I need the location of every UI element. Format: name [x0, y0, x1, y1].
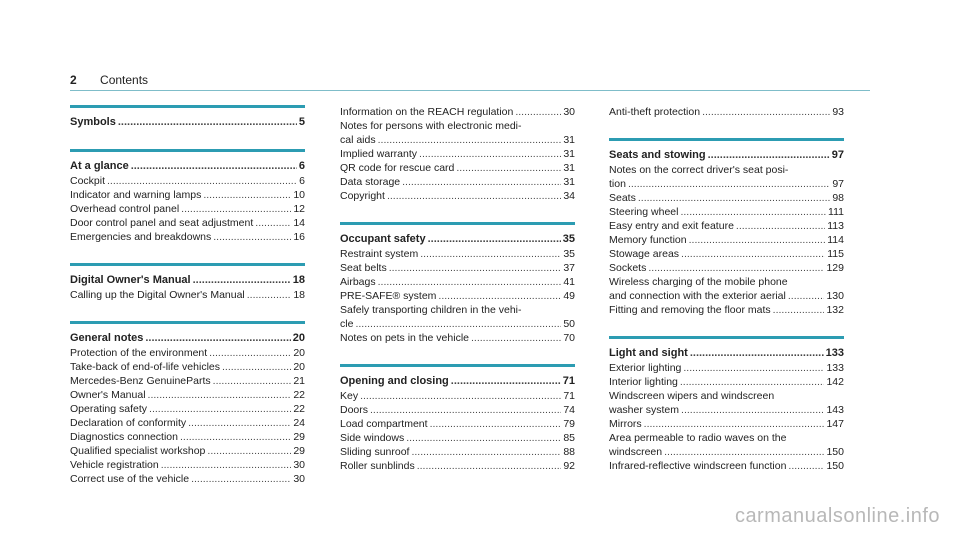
toc-page-number: 20: [293, 347, 305, 359]
toc-page-number: 133: [826, 362, 844, 374]
toc-entry-label: Doors: [340, 404, 369, 416]
toc-entry-label: Notes on pets in the vehicle: [340, 332, 469, 344]
dot-leader: [788, 459, 824, 473]
toc-section-title[interactable]: [609, 345, 844, 361]
dot-leader: [736, 219, 825, 233]
toc-page-number: 150: [826, 446, 844, 458]
toc-page-number: 18: [292, 274, 305, 286]
toc-page-number: 129: [826, 262, 844, 274]
toc-section-title[interactable]: [70, 330, 305, 346]
toc-page-number: 147: [826, 418, 844, 430]
toc-entry[interactable]: [609, 219, 844, 233]
toc-page-number: 93: [832, 106, 844, 118]
toc-section-label: Opening and closing: [340, 375, 449, 387]
toc-entry[interactable]: [70, 416, 305, 430]
toc-entry[interactable]: [340, 417, 575, 431]
toc-section-title[interactable]: [340, 231, 575, 247]
toc-entry-label: Declaration of conformity: [70, 417, 187, 429]
toc-entry-label: Windscreen wipers and windscreen: [609, 390, 775, 402]
toc-column-1: [70, 105, 305, 505]
dot-leader: [419, 147, 561, 161]
dot-leader: [107, 174, 297, 188]
toc-entry[interactable]: [340, 147, 575, 161]
toc-page-number: 6: [299, 175, 305, 187]
section-rule: [70, 321, 305, 324]
toc-entry-label: Correct use of the vehicle: [70, 473, 190, 485]
dot-leader: [402, 175, 561, 189]
toc-section-label: Symbols: [70, 116, 116, 128]
dot-leader: [428, 231, 561, 247]
toc-section: [70, 149, 305, 244]
toc-entry[interactable]: [340, 389, 575, 403]
toc-page-number: 79: [563, 418, 575, 430]
dot-leader: [515, 105, 561, 119]
toc-section-label: General notes: [70, 332, 144, 344]
toc-entry[interactable]: [340, 275, 575, 289]
toc-entry-label: Cockpit: [70, 175, 106, 187]
toc-page-number: 37: [563, 262, 575, 274]
toc-entry[interactable]: [70, 444, 305, 458]
dot-leader: [148, 388, 292, 402]
dot-leader: [188, 416, 291, 430]
toc-entry[interactable]: [609, 289, 844, 303]
dot-leader: [773, 303, 825, 317]
toc-section: [609, 138, 844, 317]
toc-entry-label: Seat belts: [340, 262, 387, 274]
toc-page-number: 92: [563, 460, 575, 472]
toc-page-number: 16: [293, 231, 305, 243]
toc-column-2: [340, 105, 575, 492]
toc-entry-label: Mirrors: [609, 418, 642, 430]
dot-leader: [161, 458, 292, 472]
toc-section: [340, 364, 575, 473]
dot-leader: [131, 158, 297, 174]
toc-entry[interactable]: [609, 261, 844, 275]
toc-entry[interactable]: [609, 389, 844, 403]
watermark: carmanualsonline.info: [734, 505, 940, 527]
toc-page-number: 21: [293, 375, 305, 387]
dot-leader: [708, 147, 830, 163]
toc-entry-label: Easy entry and exit feature: [609, 220, 734, 232]
dot-leader: [255, 216, 291, 230]
toc-page-number: 34: [563, 190, 575, 202]
toc-page-number: 49: [563, 290, 575, 302]
toc-entry[interactable]: [340, 403, 575, 417]
toc-section: [609, 336, 844, 473]
toc-section-title[interactable]: [70, 272, 305, 288]
toc-page-number: 31: [563, 162, 575, 174]
toc-page-number: 30: [563, 106, 575, 118]
toc-entry-label: Fitting and removing the floor mats: [609, 304, 771, 316]
toc-entry-label: Emergencies and breakdowns: [70, 231, 212, 243]
toc-entry-label: Memory function: [609, 234, 687, 246]
toc-entry-label: Anti-theft protection: [609, 106, 701, 118]
dot-leader: [788, 289, 825, 303]
toc-page-number: 74: [563, 404, 575, 416]
toc-page-number: 142: [826, 376, 844, 388]
toc-page-number: 31: [563, 134, 575, 146]
section-rule: [340, 364, 575, 367]
toc-entry[interactable]: [340, 317, 575, 331]
dot-leader: [430, 417, 562, 431]
dot-leader: [149, 402, 291, 416]
toc-page-number: 50: [563, 318, 575, 330]
toc-page-number: 150: [826, 460, 844, 472]
section-rule: [70, 263, 305, 266]
toc-entry-label: Seats: [609, 192, 636, 204]
toc-section: [70, 105, 305, 130]
section-rule: [609, 336, 844, 339]
toc-section-label: Digital Owner's Manual: [70, 274, 191, 286]
toc-page-number: 24: [293, 417, 305, 429]
toc-entry-label: Steering wheel: [609, 206, 679, 218]
toc-page-number: 71: [563, 390, 575, 402]
dot-leader: [681, 403, 824, 417]
dot-leader: [471, 331, 561, 345]
toc-entry-label: Owner's Manual: [70, 389, 146, 401]
dot-leader: [683, 361, 824, 375]
toc-entry[interactable]: [70, 216, 305, 230]
toc-entry[interactable]: [609, 303, 844, 317]
toc-section: [70, 263, 305, 302]
toc-section-label: At a glance: [70, 160, 129, 172]
toc-section-label: Light and sight: [609, 347, 688, 359]
toc-entry-label: Operating safety: [70, 403, 148, 415]
toc-entry-label: Calling up the Digital Owner's Manual: [70, 289, 245, 301]
toc-entry-label: Copyright: [340, 190, 385, 202]
toc-section: [70, 321, 305, 486]
toc-page-number: 5: [298, 116, 305, 128]
toc-entry[interactable]: [70, 174, 305, 188]
toc-section: [609, 105, 844, 119]
toc-entry-label: Overhead control panel: [70, 203, 180, 215]
toc-entry[interactable]: [609, 459, 844, 473]
toc-page-number: 35: [563, 248, 575, 260]
dot-leader: [438, 289, 561, 303]
toc-entry-label: Protection of the environment: [70, 347, 208, 359]
dot-leader: [145, 330, 290, 346]
toc-page-number: 31: [563, 176, 575, 188]
toc-page-number: 35: [562, 233, 575, 245]
toc-page-number: 12: [293, 203, 305, 215]
toc-entry[interactable]: [340, 175, 575, 189]
toc-entry-label: Mercedes-Benz GenuineParts: [70, 375, 211, 387]
toc-page-number: 130: [826, 290, 844, 302]
toc-entry-label: Stowage areas: [609, 248, 680, 260]
toc-entry-label: Restraint system: [340, 248, 419, 260]
dot-leader: [689, 233, 826, 247]
page-number: 2: [70, 73, 77, 87]
toc-entry-label: Interior lighting: [609, 376, 678, 388]
toc-entry-label: Safely transporting children in the vehi-: [340, 304, 522, 316]
toc-entry[interactable]: [609, 233, 844, 247]
toc-entry-label: and connection with the exterior aerial: [609, 290, 786, 302]
toc-entry[interactable]: [340, 331, 575, 345]
toc-page-number: 41: [563, 276, 575, 288]
toc-entry-label: Infrared-reflective windscreen function: [609, 460, 787, 472]
toc-page-number: 111: [828, 206, 844, 218]
toc-entry[interactable]: [609, 247, 844, 261]
toc-entry[interactable]: [70, 360, 305, 374]
toc-page-number: 133: [825, 347, 844, 359]
toc-entry[interactable]: [609, 417, 844, 431]
dot-leader: [370, 403, 561, 417]
toc-entry-label: PRE-SAFE® system: [340, 290, 437, 302]
toc-entry[interactable]: [609, 431, 844, 445]
toc-entry-label: Airbags: [340, 276, 376, 288]
dot-leader: [118, 114, 297, 130]
dot-leader: [247, 288, 292, 302]
toc-entry[interactable]: [609, 275, 844, 289]
toc-entry-label: Side windows: [340, 432, 405, 444]
toc-page-number: 31: [563, 148, 575, 160]
toc-entry[interactable]: [609, 445, 844, 459]
toc-entry[interactable]: [70, 402, 305, 416]
toc-entry-label: cle: [340, 318, 354, 330]
toc-page-number: 98: [832, 192, 844, 204]
toc-page-number: 18: [293, 289, 305, 301]
toc-entry-label: Notes for persons with electronic medi-: [340, 120, 522, 132]
toc-entry-label: cal aids: [340, 134, 376, 146]
toc-entry[interactable]: [70, 430, 305, 444]
toc-entry[interactable]: [340, 247, 575, 261]
toc-page-number: 97: [831, 149, 844, 161]
toc-page-number: 70: [563, 332, 575, 344]
header-divider: [70, 90, 870, 91]
toc-entry[interactable]: [340, 289, 575, 303]
toc-entry-label: Door control panel and seat adjustment: [70, 217, 254, 229]
dot-leader: [451, 373, 561, 389]
toc-entry[interactable]: [609, 403, 844, 417]
dot-leader: [193, 272, 291, 288]
toc-entry-label: Diagnostics connection: [70, 431, 178, 443]
dot-leader: [681, 247, 825, 261]
toc-entry[interactable]: [70, 374, 305, 388]
toc-entry[interactable]: [340, 303, 575, 317]
toc-entry-label: Area permeable to radio waves on the: [609, 432, 787, 444]
toc-entry[interactable]: [70, 288, 305, 302]
toc-entry[interactable]: [340, 445, 575, 459]
dot-leader: [180, 430, 291, 444]
toc-page-number: 30: [293, 459, 305, 471]
toc-entry[interactable]: [340, 133, 575, 147]
toc-page-number: 22: [293, 403, 305, 415]
toc-section-title[interactable]: [340, 373, 575, 389]
dot-leader: [207, 444, 291, 458]
dot-leader: [702, 105, 830, 119]
toc-entry[interactable]: [609, 205, 844, 219]
toc-page-number: 143: [826, 404, 844, 416]
toc-page-number: 20: [292, 332, 305, 344]
toc-entry-label: Take-back of end-of-life vehicles: [70, 361, 220, 373]
section-rule: [70, 105, 305, 108]
toc-page-number: 14: [293, 217, 305, 229]
dot-leader: [360, 389, 561, 403]
dot-leader: [411, 445, 561, 459]
dot-leader: [680, 375, 825, 389]
toc-entry-label: tion: [609, 178, 626, 190]
dot-leader: [355, 317, 561, 331]
toc-entry[interactable]: [70, 458, 305, 472]
toc-section-label: Seats and stowing: [609, 149, 706, 161]
page-title: Contents: [100, 73, 149, 87]
toc-entry[interactable]: [340, 261, 575, 275]
dot-leader: [644, 417, 825, 431]
dot-leader: [664, 445, 824, 459]
toc-entry-label: Information on the REACH regulation: [340, 106, 514, 118]
toc-entry[interactable]: [70, 472, 305, 486]
toc-page-number: 113: [827, 220, 844, 232]
toc-entry[interactable]: [70, 202, 305, 216]
toc-entry[interactable]: [609, 361, 844, 375]
dot-leader: [378, 275, 562, 289]
toc-entry-label: Load compartment: [340, 418, 428, 430]
toc-page-number: 132: [826, 304, 844, 316]
toc-entry-label: Wireless charging of the mobile phone: [609, 276, 788, 288]
toc-entry[interactable]: [340, 161, 575, 175]
toc-page-number: 29: [293, 431, 305, 443]
toc-section-title[interactable]: [70, 114, 305, 130]
dot-leader: [387, 189, 561, 203]
dot-leader: [209, 346, 291, 360]
toc-page-number: 71: [562, 375, 575, 387]
dot-leader: [222, 360, 291, 374]
toc-section-label: Occupant safety: [340, 233, 426, 245]
toc-section-title[interactable]: [609, 147, 844, 163]
toc-page-number: 114: [827, 234, 844, 246]
dot-leader: [628, 177, 830, 191]
toc-entry[interactable]: [70, 230, 305, 244]
toc-page-number: 88: [563, 446, 575, 458]
toc-entry[interactable]: [340, 105, 575, 119]
toc-section-title[interactable]: [70, 158, 305, 174]
toc-entry[interactable]: [340, 189, 575, 203]
toc-entry[interactable]: [340, 459, 575, 473]
toc-entry-label: Sliding sunroof: [340, 446, 410, 458]
toc-entry[interactable]: [340, 431, 575, 445]
section-rule: [70, 149, 305, 152]
toc-section: [340, 105, 575, 203]
dot-leader: [680, 205, 826, 219]
dot-leader: [181, 202, 291, 216]
dot-leader: [389, 261, 562, 275]
toc-page-number: 6: [298, 160, 305, 172]
toc-page-number: 10: [293, 189, 305, 201]
dot-leader: [406, 431, 561, 445]
page-header: [70, 73, 148, 87]
section-rule: [609, 138, 844, 141]
toc-entry-label: Exterior lighting: [609, 362, 682, 374]
dot-leader: [648, 261, 824, 275]
dot-leader: [638, 191, 830, 205]
toc-entry[interactable]: [609, 177, 844, 191]
dot-leader: [690, 345, 824, 361]
section-rule: [340, 222, 575, 225]
dot-leader: [378, 133, 562, 147]
dot-leader: [203, 188, 291, 202]
toc-page-number: 30: [293, 473, 305, 485]
toc-entry[interactable]: [70, 388, 305, 402]
toc-page-number: 20: [293, 361, 305, 373]
toc-entry-label: Qualified specialist workshop: [70, 445, 206, 457]
toc-page-number: 115: [827, 248, 844, 260]
toc-entry-label: windscreen: [609, 446, 663, 458]
toc-page-number: 97: [832, 178, 844, 190]
dot-leader: [420, 247, 561, 261]
toc-entry[interactable]: [340, 119, 575, 133]
toc-entry[interactable]: [70, 188, 305, 202]
toc-entry[interactable]: [609, 105, 844, 119]
toc-entry-label: Key: [340, 390, 359, 402]
toc-entry[interactable]: [70, 346, 305, 360]
toc-entry-label: Roller sunblinds: [340, 460, 415, 472]
toc-page-number: 22: [293, 389, 305, 401]
toc-column-3: [609, 105, 844, 492]
toc-entry[interactable]: [609, 163, 844, 177]
dot-leader: [191, 472, 291, 486]
toc-entry-label: Data storage: [340, 176, 401, 188]
toc-entry-label: Indicator and warning lamps: [70, 189, 202, 201]
toc-section: [340, 222, 575, 345]
toc-page-number: 85: [563, 432, 575, 444]
dot-leader: [213, 230, 291, 244]
toc-entry[interactable]: [609, 375, 844, 389]
toc-entry-label: Notes on the correct driver's seat posi-: [609, 164, 789, 176]
toc-entry-label: Vehicle registration: [70, 459, 159, 471]
toc-entry[interactable]: [609, 191, 844, 205]
dot-leader: [417, 459, 562, 473]
toc-page-number: 29: [293, 445, 305, 457]
dot-leader: [456, 161, 561, 175]
toc-entry-label: Implied warranty: [340, 148, 418, 160]
toc-entry-label: washer system: [609, 404, 680, 416]
toc-entry-label: QR code for rescue card: [340, 162, 455, 174]
dot-leader: [213, 374, 292, 388]
toc-entry-label: Sockets: [609, 262, 647, 274]
